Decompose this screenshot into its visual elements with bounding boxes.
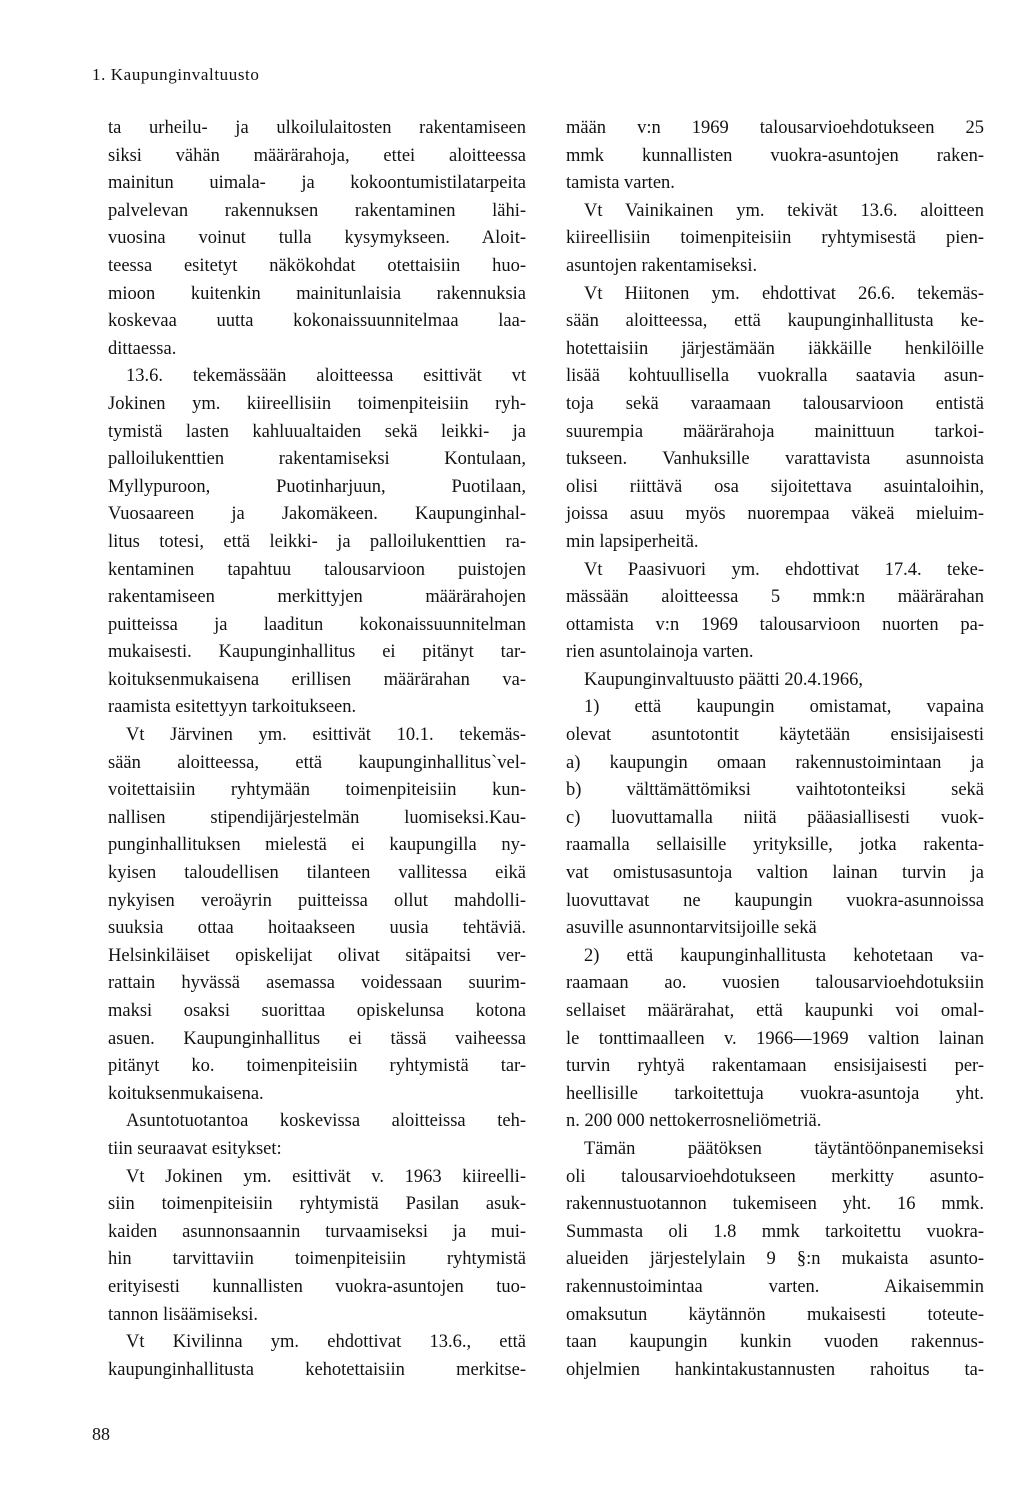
text-line: rakennustuotannon tukemiseen yht. 16 mmk. (566, 1194, 984, 1215)
text-line: nykyisen veroäyrin puitteissa ollut mahdolli- (108, 890, 526, 911)
text-line: Summasta oli 1.8 mmk tarkoitettu vuokra- (566, 1221, 984, 1242)
left-column (108, 115, 526, 1384)
text-line: alueiden järjestelylain 9 §:n mukaista asunto- (566, 1249, 984, 1270)
text-line: puitteissa ja laaditun kokonaissuunnitelman (108, 614, 526, 635)
text-line: ohjelmien hankintakustannusten rahoitus ta- (566, 1359, 984, 1380)
text-line: raamalla sellaisille yrityksille, jotka rakenta- (566, 835, 984, 856)
text-line: rattain hyvässä asemassa voidessaan suurim- (108, 973, 526, 994)
text-line: koituksenmukaisena erillisen määrärahan va- (108, 669, 526, 690)
text-line: suurempia määrärahoja mainittuun tarkoi- (566, 421, 984, 442)
text-line: maksi osaksi suorittaa opiskelunsa kotona (108, 1001, 526, 1021)
text-line: hin tarvittaviin toimenpiteisiin ryhtymistä (108, 1249, 526, 1270)
text-line: 2) että kaupunginhallitusta kehotetaan va- (584, 945, 984, 966)
text-line: Vt Kivilinna ym. ehdottivat 13.6., että (126, 1332, 526, 1353)
text-line: Vt Hiitonen ym. ehdottivat 26.6. tekemäs- (584, 283, 984, 304)
text-line: tamista varten. (566, 173, 675, 194)
text-line: kaiden asunnonsaannin turvaamiseksi ja mui- (108, 1221, 526, 1242)
text-line: asuen. Kaupunginhallitus ei tässä vaiheessa (108, 1028, 526, 1049)
text-line: rakentamiseen merkittyjen määrärahojen (108, 587, 526, 608)
text-line: siksi vähän määrärahoja, ettei aloitteessa (108, 145, 526, 166)
text-line: nallisen stipendijärjestelmän luomiseksi.Kau- (108, 807, 526, 828)
text-line: punginhallituksen mielestä ei kaupungilla ny- (108, 835, 526, 856)
text-line: luovuttavat ne kaupungin vuokra-asunnoissa (566, 890, 984, 911)
text-line: Myllypuroon, Puotinharjuun, Puotilaan, (108, 476, 526, 497)
text-line: kyisen taloudellisen tilanteen vallitessa eikä (108, 863, 526, 884)
text-line: turvin ryhtyä rakentamaan ensisijaisesti per- (566, 1056, 984, 1077)
text-line: rien asuntolainoja varten. (566, 642, 754, 663)
text-line: taan kaupungin kunkin vuoden rakennus- (566, 1332, 984, 1353)
text-line: teessa esitetyt näkökohdat otettaisiin huo- (108, 255, 526, 276)
text-line: mässään aloitteessa 5 mmk:n määrärahan (566, 587, 984, 608)
text-line: tukseen. Vanhuksille varattavista asunnoista (566, 449, 984, 470)
text-line: sellaiset määrärahat, että kaupunki voi omal- (566, 1001, 984, 1021)
text-line: vat omistusasuntoja valtion lainan turvin ja (566, 863, 984, 884)
text-line: Vt Jokinen ym. esittivät v. 1963 kiireelli- (126, 1166, 526, 1187)
text-line: rakennustoimintaa varten. Aikaisemmin (566, 1276, 984, 1297)
right-column (566, 115, 984, 1384)
text-line: hotettaisiin järjestämään iäkkäille henkilöille (566, 338, 984, 359)
text-line: Asuntotuotantoa koskevissa aloitteissa teh- (126, 1111, 526, 1132)
running-title: 1. Kaupunginvaltuusto (92, 65, 260, 84)
text-line: voitettaisiin ryhtymään toimenpiteisiin kun- (108, 780, 526, 801)
text-line: mioon kuitenkin mainitunlaisia rakennuksia (108, 283, 526, 304)
text-line: raamaan ao. vuosien talousarvioehdotuksiin (566, 973, 984, 994)
text-line: joissa asuu myös nuorempaa väkeä mieluim- (566, 504, 984, 525)
text-line: b) välttämättömiksi vaihtotonteiksi sekä (566, 780, 984, 801)
text-line: ta urheilu- ja ulkoilulaitosten rakentamiseen (108, 118, 526, 138)
text-line: n. 200 000 nettokerrosneliömetriä. (566, 1111, 822, 1132)
text-line: sään aloitteessa, että kaupunginhallitus`vel- (108, 752, 526, 773)
text-line: Helsinkiläiset opiskelijat olivat sitäpaitsi ver- (108, 945, 526, 966)
text-line: koskevaa uutta kokonaissuunnitelmaa laa- (108, 311, 526, 332)
text-line: Vt Vainikainen ym. tekivät 13.6. aloitteen (584, 200, 984, 221)
text-line: raamista esitettyyn tarkoitukseen. (108, 697, 357, 718)
text-line: ottamista v:n 1969 talousarvioon nuorten pa- (566, 614, 984, 635)
text-line: tiin seuraavat esitykset: (108, 1138, 282, 1159)
text-line: mainitun uimala- ja kokoontumistilatarpeita (108, 173, 526, 194)
text-line: toja sekä varaamaan talousarvioon entistä (566, 393, 984, 414)
text-line: omaksutun käytännön mukaisesti toteute- (566, 1304, 984, 1325)
text-line: Vt Järvinen ym. esittivät 10.1. tekemäs- (126, 725, 526, 746)
text-line: 1) että kaupungin omistamat, vapaina (584, 697, 984, 718)
text-line: tymistä lasten kahluualtaiden sekä leikki- ja (108, 421, 526, 442)
text-line: Vuosaareen ja Jakomäkeen. Kaupunginhal- (108, 504, 526, 525)
text-line: asuville asunnontarvitsijoille sekä (566, 918, 817, 939)
text-line: siin toimenpiteisiin ryhtymistä Pasilan asuk- (108, 1194, 526, 1215)
text-line: Jokinen ym. kiireellisiin toimenpiteisiin ryh- (108, 393, 526, 414)
text-line: asuntojen rakentamiseksi. (566, 255, 758, 276)
text-line: olisi riittävä osa sijoitettava asuintaloihin, (566, 476, 984, 497)
text-line: suuksia ottaa hoitaakseen uusia tehtäviä. (108, 918, 526, 939)
text-line: Kaupunginvaltuusto päätti 20.4.1966, (584, 669, 864, 690)
page-number: 88 (92, 1424, 110, 1444)
text-line: kaupunginhallitusta kehotettaisiin merkitse- (108, 1359, 526, 1380)
text-line: heellisille tarkoitettuja vuokra-asuntoja yht. (566, 1083, 984, 1104)
text-line: palvelevan rakennuksen rakentaminen lähi- (108, 200, 526, 221)
text-line: mmk kunnallisten vuokra-asuntojen raken- (566, 145, 984, 166)
text-line: min lapsiperheitä. (566, 531, 699, 552)
text-line: litus totesi, että leikki- ja palloilukenttien ra- (108, 531, 526, 552)
text-line: olevat asuntotontit käytetään ensisijaisesti (566, 725, 984, 746)
text-line: 13.6. tekemässään aloitteessa esittivät vt (126, 366, 526, 387)
text-line: oli talousarvioehdotukseen merkitty asunto- (566, 1166, 984, 1187)
text-line: Vt Paasivuori ym. ehdottivat 17.4. teke- (584, 559, 984, 580)
text-line: le tonttimaalleen v. 1966—1969 valtion lainan (566, 1028, 984, 1049)
text-line: c) luovuttamalla niitä pääasiallisesti vuok- (566, 807, 984, 828)
text-line: lisää kohtuullisella vuokralla saatavia asun- (566, 366, 984, 387)
text-line: tannon lisäämiseksi. (108, 1304, 259, 1325)
text-line: Tämän päätöksen täytäntöönpanemiseksi (584, 1138, 984, 1159)
text-line: sään aloitteessa, että kaupunginhallitusta ke- (566, 311, 984, 332)
text-line: vuosina voinut tulla kysymykseen. Aloit- (108, 228, 526, 249)
text-line: koituksenmukaisena. (108, 1083, 264, 1104)
text-line: dittaessa. (108, 338, 177, 359)
text-line: mukaisesti. Kaupunginhallitus ei pitänyt tar- (108, 642, 526, 663)
text-line: a) kaupungin omaan rakennustoimintaan ja (566, 752, 984, 773)
text-line: palloilukenttien rakentamiseksi Kontulaan, (108, 449, 526, 470)
text-line: kentaminen tapahtuu talousarvioon puistojen (108, 559, 526, 580)
text-line: kiireellisiin toimenpiteisiin ryhtymisestä pien- (566, 228, 984, 249)
text-line: erityisesti kunnallisten vuokra-asuntojen tuo- (108, 1276, 526, 1297)
text-line: mään v:n 1969 talousarvioehdotukseen 25 (566, 118, 984, 138)
text-line: pitänyt ko. toimenpiteisiin ryhtymistä tar- (108, 1056, 526, 1077)
